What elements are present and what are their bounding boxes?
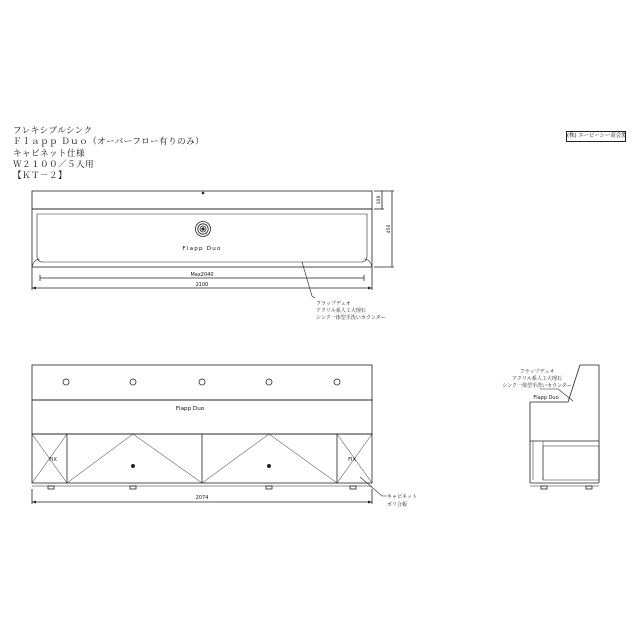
side-note-line-2: アクリル系人工大理石 bbox=[512, 376, 562, 382]
top-note-line-3: シンク一体型手洗いカウンター bbox=[316, 315, 386, 321]
cabinet-note-leader bbox=[360, 477, 387, 496]
dim-2074-label: 2074 bbox=[195, 495, 209, 501]
door-knob-icon bbox=[267, 464, 270, 467]
top-view bbox=[32, 191, 394, 298]
door-knob-icon bbox=[131, 464, 134, 467]
side-note-line-1: フラップデュオ bbox=[519, 369, 555, 375]
title-line-2: Ｆｌａｐｐ Ｄｕｏ（オーバーフロー有りのみ） bbox=[13, 137, 205, 148]
dim-max-label: Max2040 bbox=[190, 272, 214, 278]
side-view-brand-label: Flapp Duo bbox=[533, 395, 559, 401]
foot bbox=[48, 486, 54, 489]
tap-hole-icons bbox=[63, 379, 340, 385]
top-view-brand-label: Flapp Duo bbox=[182, 246, 222, 252]
door-left-swing bbox=[67, 434, 202, 483]
fix-left-label: FIX bbox=[49, 457, 57, 463]
front-view bbox=[32, 365, 387, 504]
front-view-brand-label: Flapp Duo bbox=[175, 406, 205, 412]
title-line-5: 【ＫＴ－２】 bbox=[13, 171, 67, 182]
door-right-swing bbox=[202, 434, 337, 483]
side-note-line-3: シンク一体型手洗いカウンター bbox=[502, 383, 572, 389]
dim-depth-label: 450 bbox=[387, 224, 392, 234]
side-cabinet bbox=[543, 446, 599, 480]
title-line-3: キャビネット仕様 bbox=[13, 148, 85, 159]
company-stamp: (株) エービーシー商会製 bbox=[566, 131, 626, 142]
front-back-panel bbox=[32, 365, 372, 400]
cabinet-note-line-2: ポリ合板 bbox=[387, 502, 408, 508]
title-line-4: Ｗ２１００／５人用 bbox=[13, 159, 94, 170]
center-mark bbox=[202, 192, 204, 194]
cabinet-note-line-1: キャビネット bbox=[387, 494, 418, 500]
foot bbox=[266, 486, 272, 489]
foot bbox=[130, 486, 136, 489]
drain-icon bbox=[196, 222, 211, 237]
top-view-right-curve bbox=[364, 259, 372, 267]
fix-right-label: FIX bbox=[348, 457, 356, 463]
top-view-counter bbox=[32, 209, 372, 267]
title-line-1: フレキシブルシンク bbox=[13, 126, 93, 136]
top-view-left-curve bbox=[32, 259, 40, 267]
foot bbox=[350, 486, 356, 489]
top-note-line-2: アクリル系人工大理石 bbox=[316, 308, 366, 314]
dim-width-label: 2100 bbox=[195, 282, 209, 288]
dim-lip-label: 106 bbox=[377, 195, 382, 205]
top-note-line-1: フラップデュオ bbox=[316, 301, 351, 307]
